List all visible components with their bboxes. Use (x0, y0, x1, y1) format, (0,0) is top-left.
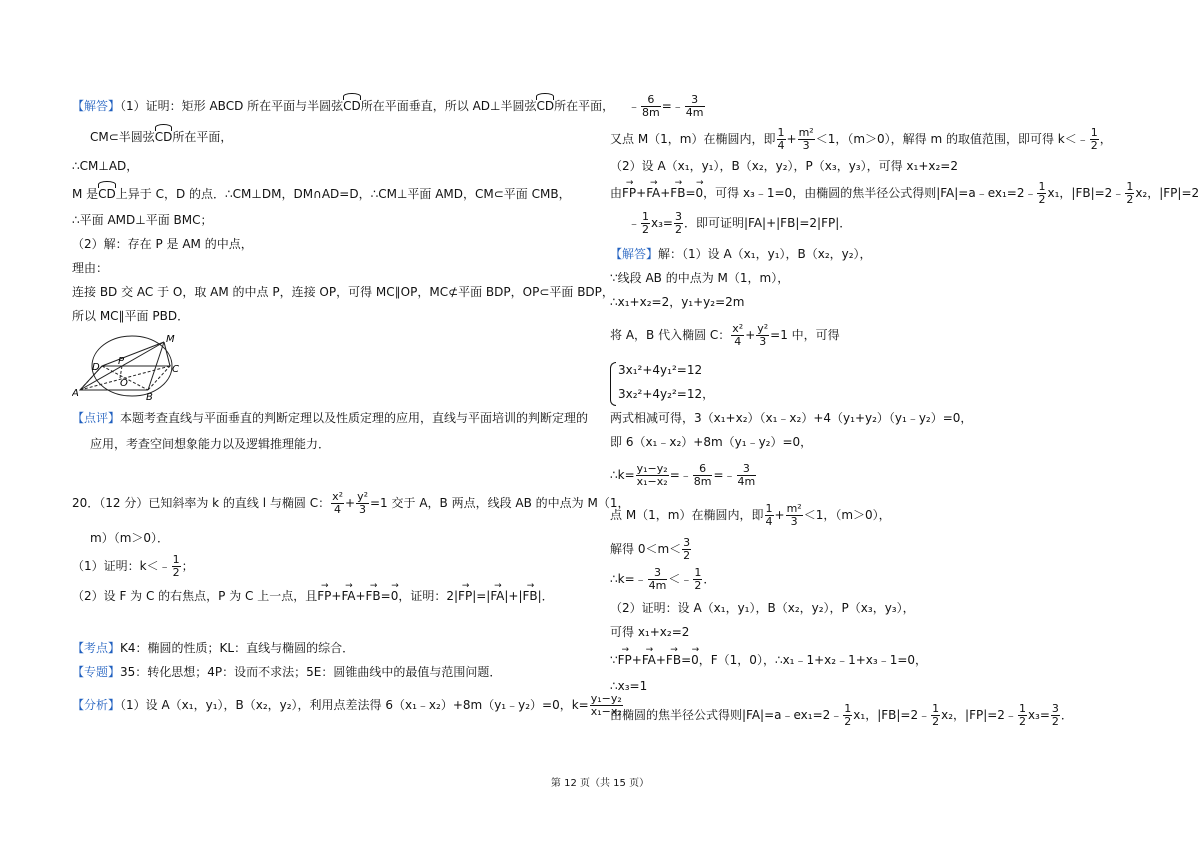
comment-tag: 【点评】 (72, 411, 121, 425)
right-line20: ∴x₃=1 (610, 679, 648, 693)
fraction: $\frac{\text{y²}}{3}$ (357, 490, 368, 516)
right-line5: ﹣ $\frac{1}{2}$ x₃= $\frac{3}{2}$ ．即可证明|FA|+|FB|=2|FP|． (628, 210, 852, 236)
answer-tag: 【解答】 (610, 247, 659, 261)
q20-line2: m）（m＞0）． (90, 531, 170, 545)
right-line3: （2）设 A（x₁，y₁），B（x₂，y₂），P（x₃，y₃），可得 x₁+x₂=2 (610, 159, 958, 173)
answer1-line5: ∴平面 AMD⊥平面 BMC； (72, 213, 213, 227)
zhuanti-line: 【专题】35：转化思想；4P：设而不求法；5E：圆锥曲线中的最值与范围问题． (72, 665, 502, 679)
kaodian-line: 【考点】K4：椭圆的性质；KL：直线与椭圆的综合． (72, 641, 355, 655)
fraction: $\frac{\text{y₁−y₂}}{\text{x₁−x₂}}$ (590, 692, 622, 718)
label-a: A (72, 388, 79, 399)
fraction: $\frac{\text{x²}}{4}$ (332, 490, 344, 516)
right-line15: 解得 0＜m＜ $\frac{3}{2}$ (610, 536, 691, 562)
right-line12: 即 6（x₁﹣x₂）+8m（y₁﹣y₂）=0， (610, 435, 813, 449)
right-line8: ∴x₁+x₂=2，y₁+y₂=2m (610, 295, 745, 309)
right-line16: ∴k=﹣ $\frac{3}{4m}$ ＜﹣ $\frac{1}{2}$ ． (610, 566, 716, 592)
comment-line2: 应用，考查空间想象能力以及逻辑推理能力． (90, 437, 331, 451)
label-d: D (92, 362, 100, 373)
answer1-line9: 所以 MC∥平面 PBD． (72, 309, 190, 323)
q20-line1: 20．（12 分）已知斜率为 k 的直线 l 与椭圆 C： $\frac{\text{x²}}{4}$ + $\frac{\text{y²}}{3}$ =1 交于 A，B 两点，线段 AB 的中点为 M（1， (72, 490, 630, 516)
right-line1: ﹣ $\frac{6}{8m}$ =﹣ $\frac{3}{4m}$ (628, 93, 704, 119)
comment-line1: 【点评】本题考查直线与平面垂直的判断定理以及性质定理的应用，直线与平面培训的判断定理的 (72, 411, 589, 425)
right-line9: 将 A，B 代入椭圆 C： $\frac{\text{x²}}{4}$ + $\frac{\text{y²}}{3}$ =1 中，可得 (610, 322, 840, 348)
label-p: P (118, 356, 125, 367)
arc-cd: CD (98, 187, 116, 201)
label-m: M (166, 334, 175, 345)
arc-cd: CD (343, 99, 361, 113)
right-line21: 由椭圆的焦半径公式得则|FA|=a﹣ex₁=2﹣ $\frac{1}{2}$ x₁，|FB|=2﹣ $\frac{1}{2}$ x₂，|FP|=2﹣ $\frac{1}{2}$ x₃= $\frac{3}{2}$ ． (610, 702, 1073, 728)
geometry-figure (72, 332, 192, 402)
right-line13: ∴k= $\frac{\text{y₁−y₂}}{\text{x₁−x₂}}$ =﹣ $\frac{6}{8m}$ =﹣ $\frac{3}{4m}$ (610, 462, 756, 488)
answer1-line1: 【解答】（1）证明：矩形 ABCD 所在平面与半圆弦CD所在平面垂直，所以 AD⊥半圆弦CD所在平面， (72, 99, 615, 113)
kaodian-tag: 【考点】 (72, 641, 121, 655)
arc-cd: CD (536, 99, 555, 113)
right-line7: ∵线段 AB 的中点为 M（1，m）， (610, 271, 790, 285)
system-brace (610, 362, 616, 406)
fenxi-tag: 【分析】 (72, 698, 121, 712)
label-o: O (120, 378, 128, 389)
fenxi-line: 【分析】（1）设 A（x₁，y₁），B（x₂，y₂），利用点差法得 6（x₁﹣x₂）+8m（y₁﹣y₂）=0，k= $\frac{\text{y₁−y₂}}{\text{x₁−x₂}}$ (72, 692, 622, 718)
answer1-line4: M 是CD上异于 C，D 的点．∴CM⊥DM，DM∩AD=D，∴CM⊥平面 AMD，CM⊂平面 CMB， (72, 187, 571, 201)
fraction: $\frac{1}{2}$ (172, 553, 180, 579)
q20-line3: （1）证明：k＜﹣ $\frac{1}{2}$ ； (72, 553, 194, 579)
answer1-line2: CM⊂半圆弦CD所在平面， (90, 130, 233, 144)
label-b: B (146, 392, 153, 402)
system-eq2: 3x₂²+4y₂²=12， (618, 387, 715, 401)
answer1-line3: ∴CM⊥AD， (72, 159, 139, 173)
label-c: C (172, 364, 179, 375)
right-line18: 可得 x₁+x₂=2 (610, 625, 690, 639)
answer1-line6: （2）解：存在 P 是 AM 的中点， (72, 237, 253, 251)
right-line19: ∵→ FP+→ FA+→ FB=→ 0，F（1，0），∴x₁﹣1+x₂﹣1+x₃﹣1=0， (610, 652, 927, 668)
right-line2: 又点 M（1，m）在椭圆内，即 $\frac{1}{4}$ + $\frac{\text{m²}}{3}$ ＜1，（m＞0），解得 m 的取值范围，即可得 k＜﹣ $\frac{1}{2}$ ， (610, 126, 1112, 152)
right-line6: 【解答】解：（1）设 A（x₁，y₁），B（x₂，y₂）， (610, 247, 872, 261)
answer1-line8: 连接 BD 交 AC 于 O，取 AM 的中点 P，连接 OP，可得 MC∥OP，MC⊄平面 BDP，OP⊂平面 BDP， (72, 285, 614, 299)
answer1-line7: 理由： (72, 261, 109, 275)
arc-cd: CD (154, 130, 173, 144)
right-line14: 点 M（1，m）在椭圆内，即 $\frac{1}{4}$ + $\frac{\text{m²}}{3}$ ＜1，（m＞0）， (610, 502, 891, 528)
page-footer: 第 12 页（共 15 页） (550, 778, 650, 789)
q20-line4: （2）设 F 为 C 的右焦点，P 为 C 上一点，且→ FP+→ FA+→ FB=→ 0，证明：2|→ FP|=|→ FA|+|→ FB|． (72, 588, 554, 604)
zhuanti-tag: 【专题】 (72, 665, 121, 679)
system-eq1: 3x₁²+4y₁²=12 (618, 363, 703, 377)
answer-tag: 【解答】 (72, 99, 121, 113)
right-line17: （2）证明：设 A（x₁，y₁），B（x₂，y₂），P（x₃，y₃）， (610, 601, 915, 615)
right-line4: 由→ FP+→ FA+→ FB=→ 0，可得 x₃﹣1=0，由椭圆的焦半径公式得则|FA|=a﹣ex₁=2﹣ $\frac{1}{2}$ x₁，|FB|=2﹣ $\frac{1}{2}$ x₂，|FP|=2 (610, 178, 1199, 208)
right-line11: 两式相减可得，3（x₁+x₂）（x₁﹣x₂）+4（y₁+y₂）（y₁﹣y₂）=0， (610, 411, 973, 425)
